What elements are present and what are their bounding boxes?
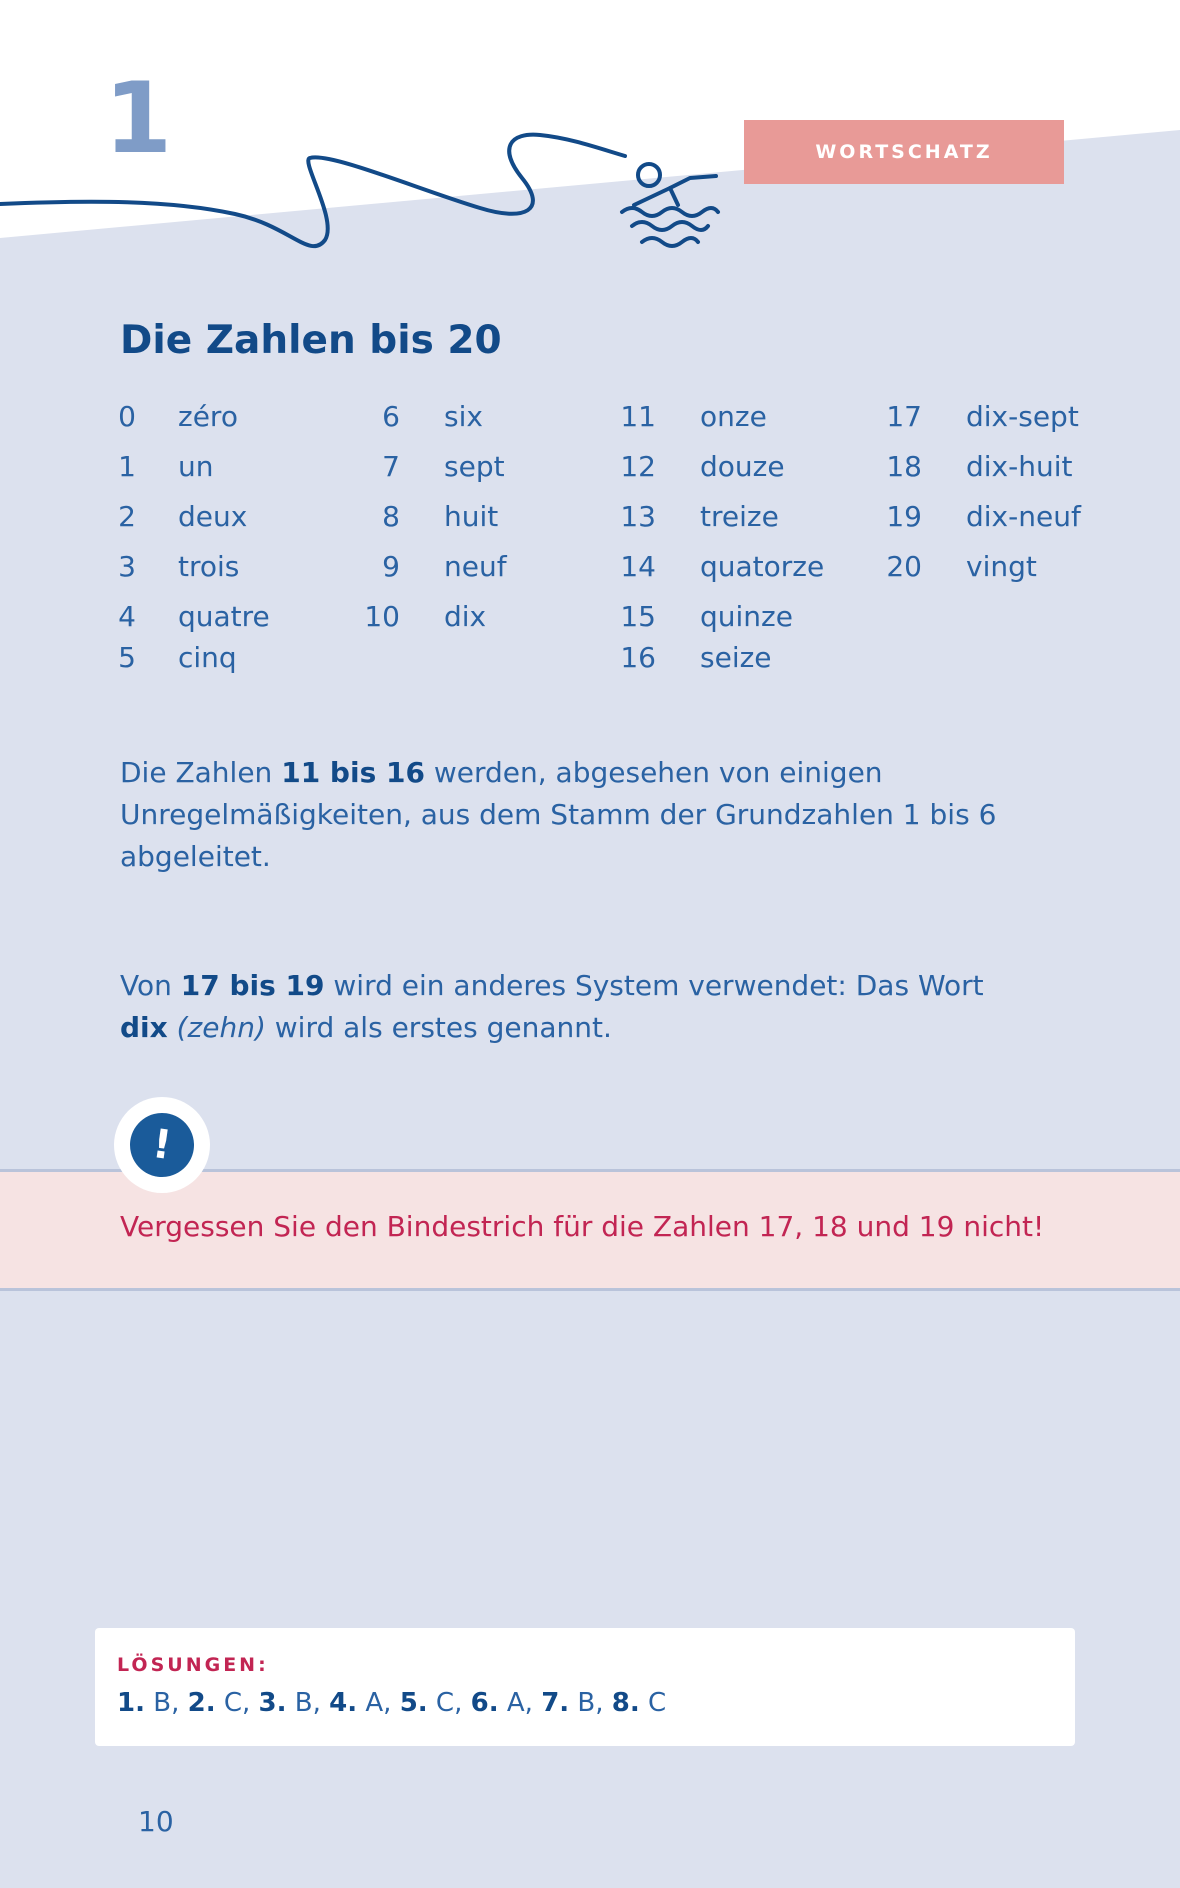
number-digit: 2 — [118, 500, 136, 533]
number-entry — [96, 400, 238, 433]
number-entry — [616, 600, 793, 633]
number-word: sept — [444, 450, 505, 483]
exclamation-icon: ! — [114, 1097, 210, 1193]
note-text: Vergessen Sie den Bindestrich für die Zahlen 17, 18 und 19 nicht! — [120, 1210, 1045, 1243]
number-digit: 16 — [620, 641, 656, 674]
number-word: cinq — [178, 641, 237, 674]
number-word: neuf — [444, 550, 507, 583]
number-entry — [616, 641, 772, 674]
number-entry — [882, 400, 1079, 433]
wave-line-decoration — [0, 120, 640, 260]
number-word: deux — [178, 500, 248, 533]
solutions-label: LÖSUNGEN: — [117, 1654, 269, 1676]
number-digit: 4 — [118, 600, 136, 633]
number-digit: 9 — [382, 550, 400, 583]
number-entry — [882, 500, 1081, 533]
number-word: quatorze — [700, 550, 825, 583]
number-entry — [96, 600, 270, 633]
number-digit: 6 — [382, 400, 400, 433]
solutions-box — [95, 1628, 1075, 1746]
number-list — [0, 400, 1180, 700]
number-entry — [96, 450, 214, 483]
number-word: seize — [700, 641, 772, 674]
swimmer-icon — [618, 150, 728, 260]
number-entry — [360, 550, 507, 583]
section-tag: WORTSCHATZ — [744, 120, 1064, 184]
number-word: quinze — [700, 600, 793, 633]
number-entry — [360, 500, 498, 533]
number-word: six — [444, 400, 483, 433]
number-entry — [96, 550, 239, 583]
number-entry — [360, 450, 505, 483]
number-digit: 19 — [886, 500, 922, 533]
number-word: dix-neuf — [966, 500, 1081, 533]
number-entry — [882, 550, 1037, 583]
number-entry — [616, 500, 779, 533]
number-entry — [882, 450, 1072, 483]
number-word: dix — [444, 600, 487, 633]
number-word: huit — [444, 500, 499, 533]
number-digit: 3 — [118, 550, 136, 583]
number-word: quatre — [178, 600, 270, 633]
number-digit: 17 — [886, 400, 922, 433]
number-word: dix-huit — [966, 450, 1073, 483]
number-word: trois — [178, 550, 240, 583]
number-entry — [360, 400, 483, 433]
number-digit: 20 — [886, 550, 922, 583]
number-digit: 18 — [886, 450, 922, 483]
number-digit: 14 — [620, 550, 656, 583]
number-entry — [616, 400, 767, 433]
number-entry — [360, 600, 486, 633]
number-digit: 13 — [620, 500, 656, 533]
number-digit: 15 — [620, 600, 656, 633]
number-word: treize — [700, 500, 779, 533]
page-number: 10 — [138, 1805, 174, 1838]
paragraph-17-19: Von 17 bis 19 wird ein anderes System verwendet: Das Wort dix (zehn) wird als erstes genannt. — [120, 969, 984, 1044]
solutions-answers: 1. B, 2. C, 3. B, 4. A, 5. C, 6. A, 7. B, 8. C — [117, 1688, 667, 1718]
number-digit: 8 — [382, 500, 400, 533]
number-word: dix-sept — [966, 400, 1079, 433]
number-word: zéro — [178, 400, 238, 433]
paragraph-11-16: Die Zahlen 11 bis 16 werden, abgesehen von einigen Unregelmäßigkeiten, aus dem Stamm der Grundzahlen 1 bis 6 abgeleitet. — [120, 756, 997, 873]
number-entry — [616, 550, 824, 583]
number-digit: 10 — [364, 600, 400, 633]
number-word: douze — [700, 450, 785, 483]
chapter-number: 1 — [104, 62, 173, 176]
number-word: vingt — [966, 550, 1037, 583]
number-entry — [96, 500, 247, 533]
number-word: un — [178, 450, 214, 483]
page-title: Die Zahlen bis 20 — [120, 318, 502, 363]
number-digit: 5 — [118, 641, 136, 674]
number-digit: 7 — [382, 450, 400, 483]
number-digit: 1 — [118, 450, 136, 483]
number-digit: 11 — [620, 400, 656, 433]
number-digit: 12 — [620, 450, 656, 483]
number-entry — [616, 450, 785, 483]
number-word: onze — [700, 400, 767, 433]
number-entry — [96, 641, 237, 674]
number-digit: 0 — [118, 400, 136, 433]
